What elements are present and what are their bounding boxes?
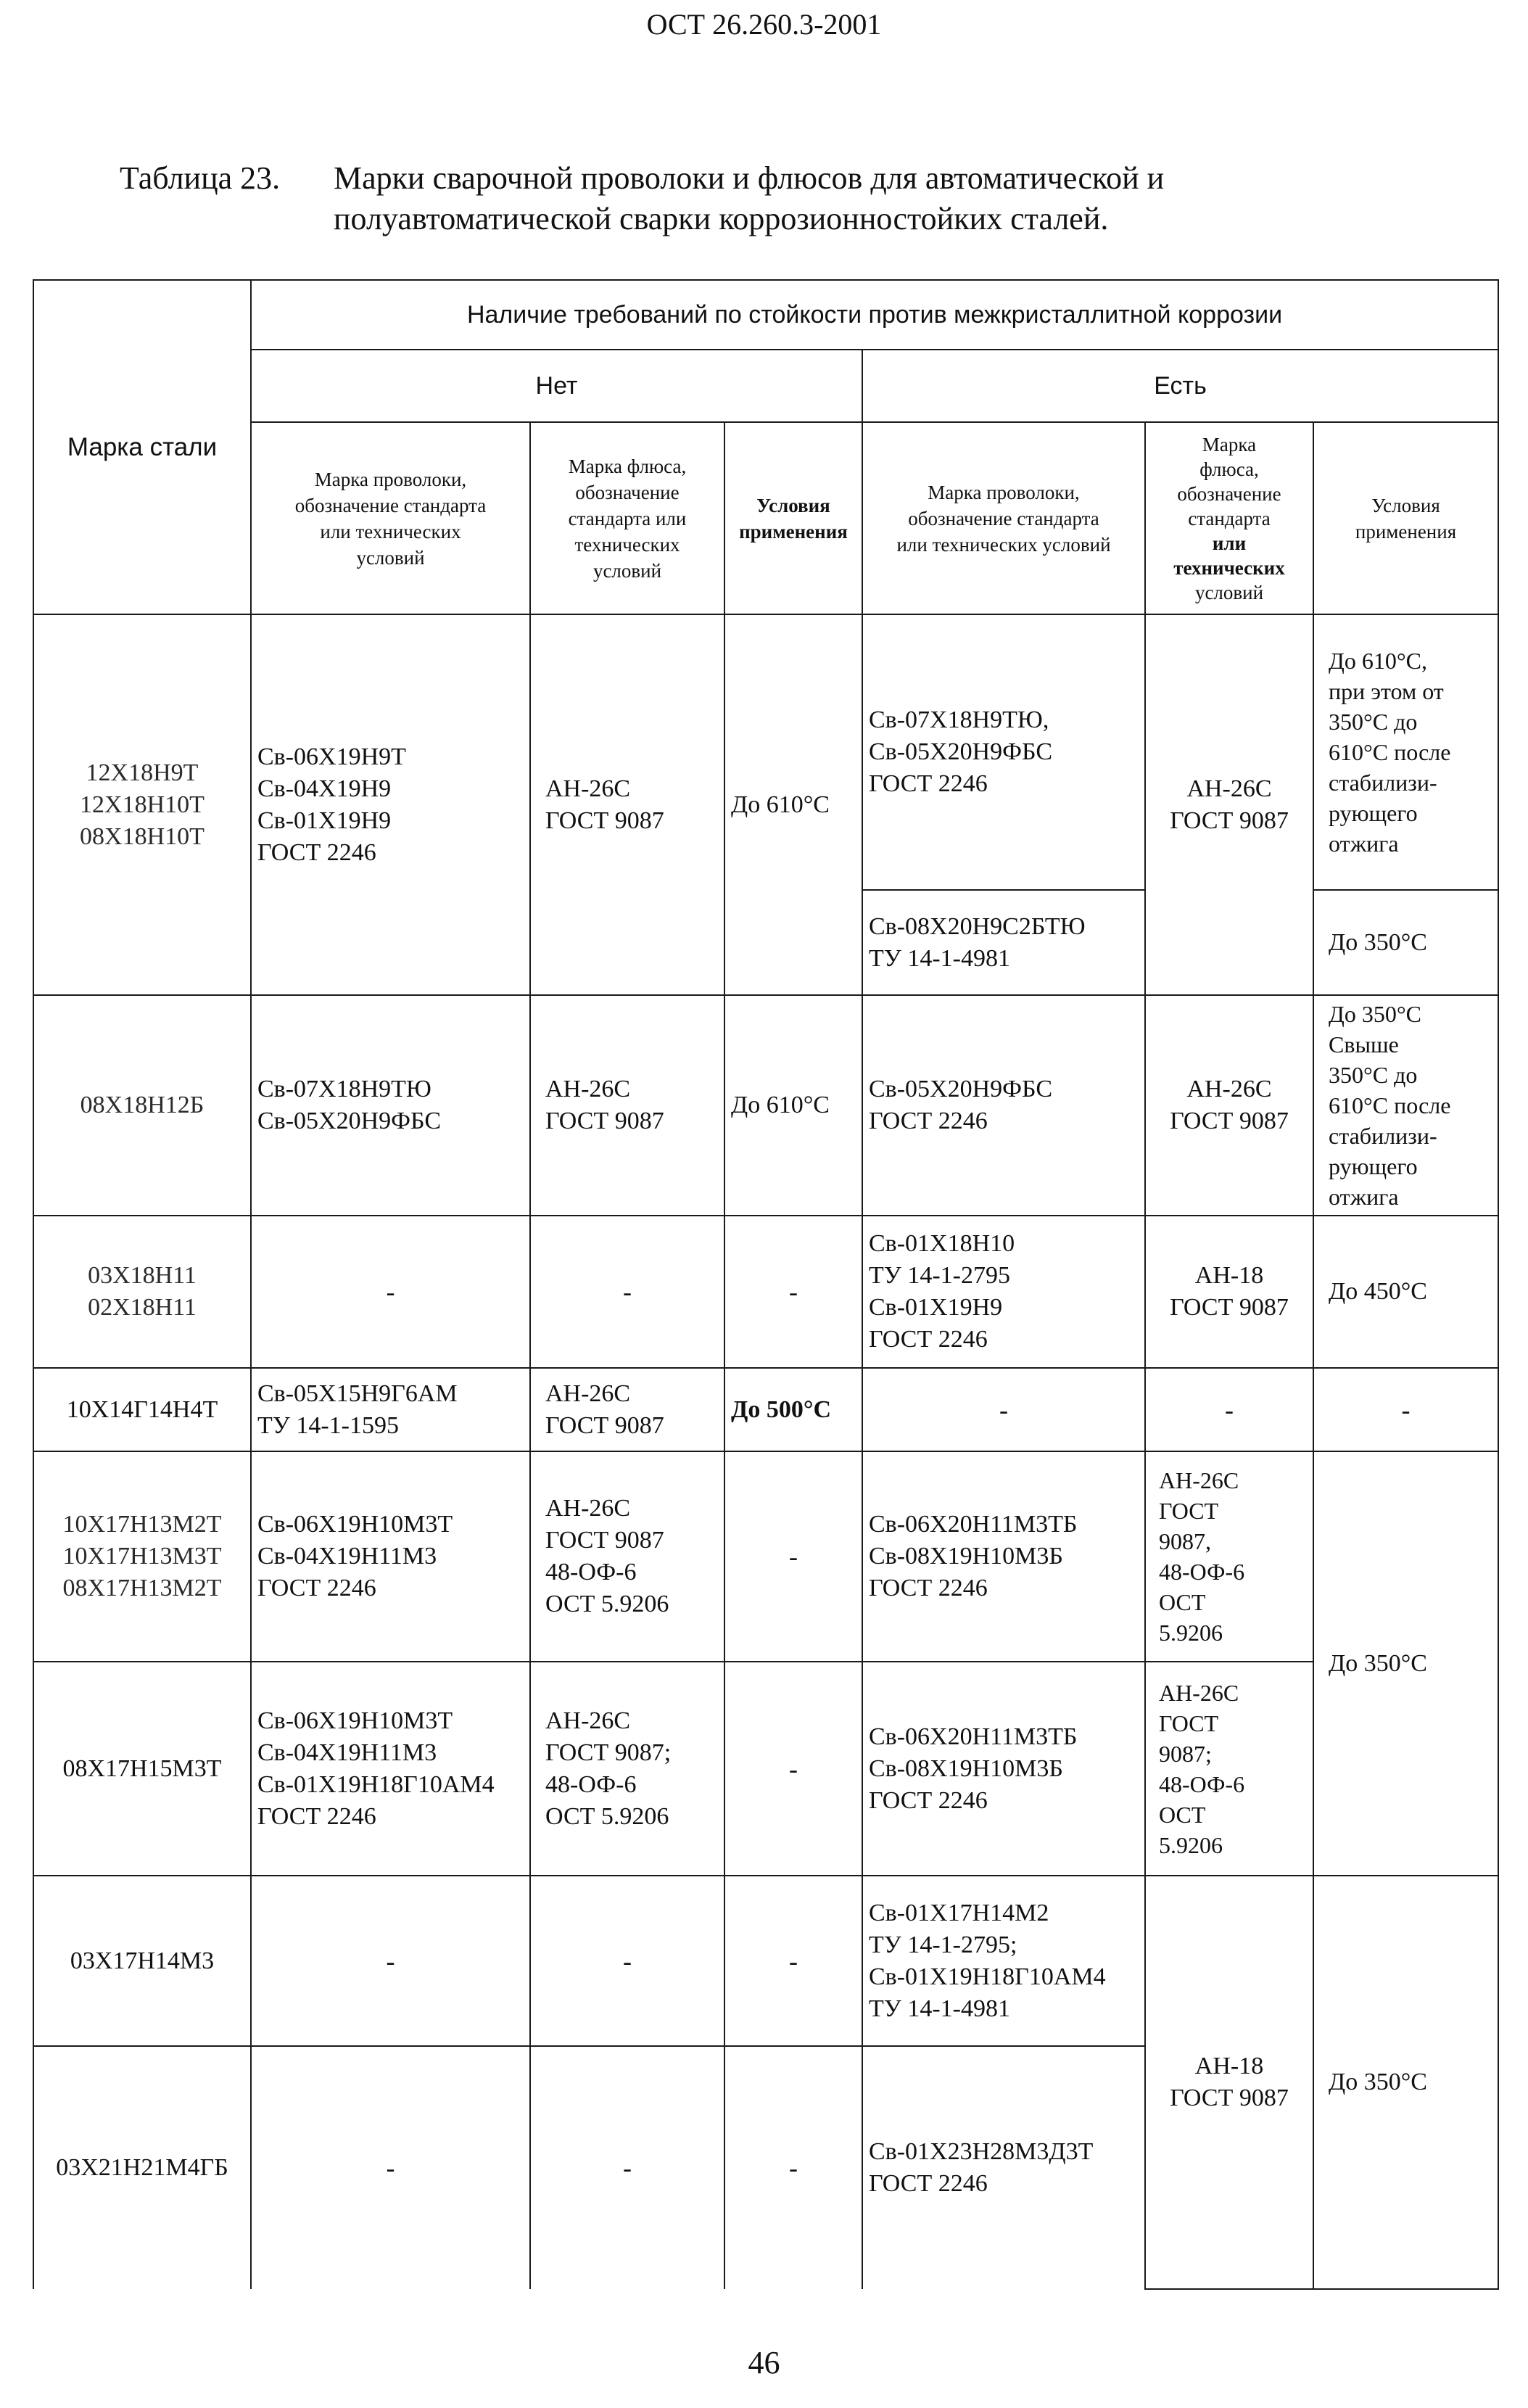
steel-grade-cell: 12Х18Н9Т 12Х18Н10Т 08Х18Н10Т	[33, 614, 251, 995]
wire-yes-cell: Св-01Х17Н14М2 ТУ 14-1-2795; Св-01Х19Н18Г10АМ4 ТУ 14-1-4981	[862, 1876, 1145, 2046]
flux-yes-cell: АН-26С ГОСТ 9087	[1145, 614, 1313, 995]
steel-grade-cell: 03Х21Н21М4ГБ	[33, 2046, 251, 2289]
empty-dash: -	[251, 2046, 530, 2289]
empty-dash: -	[1145, 1368, 1313, 1451]
cond-no-cell: До 500°С	[724, 1368, 862, 1451]
col-header-flux-yes: Марка флюса, обозначение стандарта или технических условий	[1145, 422, 1313, 614]
table-caption	[120, 158, 1164, 239]
wire-no-cell: Св-06Х19Н10М3Т Св-04Х19Н11М3 Св-01Х19Н18Г10АМ4 ГОСТ 2246	[251, 1662, 530, 1876]
cond-yes-cell: До 350°С Свыше 350°С до 610°С после стабилизи- рующего отжига	[1313, 995, 1498, 1216]
wire-yes-cell: Св-01Х23Н28М3Д3Т ГОСТ 2246	[862, 2046, 1145, 2289]
wire-no-cell: Св-07Х18Н9ТЮ Св-05Х20Н9ФБС	[251, 995, 530, 1216]
table-label: Таблица 23.	[120, 160, 281, 196]
wire-no-cell: Св-06Х19Н9Т Св-04Х19Н9 Св-01Х19Н9 ГОСТ 2246	[251, 614, 530, 995]
col-header-wire-yes: Марка проволоки, обозначение стандарта или технических условий	[862, 422, 1145, 614]
flux-no-cell: АН-26С ГОСТ 9087 48-ОФ-6 ОСТ 5.9206	[530, 1451, 724, 1662]
col-header-wire-no: Марка проволоки, обозначение стандарта или технических условий	[251, 422, 530, 614]
empty-dash: -	[530, 1876, 724, 2046]
empty-dash: -	[724, 1662, 862, 1876]
flux-yes-cell: АН-26С ГОСТ 9087	[1145, 995, 1313, 1216]
wire-yes-cell: Св-06Х20Н11М3ТБ Св-08Х19Н10М3Б ГОСТ 2246	[862, 1662, 1145, 1876]
cond-yes-cell: До 610°С, при этом от 350°С до 610°С после стабилизи- рующего отжига	[1313, 614, 1498, 890]
wire-no-cell: Св-06Х19Н10М3Т Св-04Х19Н11М3 ГОСТ 2246	[251, 1451, 530, 1662]
empty-dash: -	[724, 1216, 862, 1368]
empty-dash: -	[724, 1876, 862, 2046]
flux-yes-cell: АН-18 ГОСТ 9087	[1145, 1216, 1313, 1368]
page-number: 46	[748, 2345, 780, 2380]
cond-yes-cell: До 350°С	[1313, 1876, 1498, 2289]
empty-dash: -	[530, 2046, 724, 2289]
col-header-flux-no: Марка флюса, обозначение стандарта или технических условий	[530, 422, 724, 614]
flux-no-cell: АН-26С ГОСТ 9087	[530, 995, 724, 1216]
steel-grade-cell: 03Х17Н14М3	[33, 1876, 251, 2046]
wire-yes-cell: Св-08Х20Н9С2БТЮ ТУ 14-1-4981	[862, 890, 1145, 995]
steel-grade-cell: 03Х18Н11 02Х18Н11	[33, 1216, 251, 1368]
group-header-icc: Наличие требований по стойкости против межкристаллитной коррозии	[251, 280, 1498, 350]
wire-yes-cell: Св-05Х20Н9ФБС ГОСТ 2246	[862, 995, 1145, 1216]
flux-yes-cell: АН-18 ГОСТ 9087	[1145, 1876, 1313, 2289]
empty-dash: -	[530, 1216, 724, 1368]
steel-grade-cell: 08Х17Н15М3Т	[33, 1662, 251, 1876]
flux-no-cell: АН-26С ГОСТ 9087	[530, 1368, 724, 1451]
empty-dash: -	[724, 2046, 862, 2289]
caption-line-1: Марки сварочной проволоки и флюсов для автоматической и	[334, 160, 1165, 196]
steel-grade-cell: 10Х14Г14Н4Т	[33, 1368, 251, 1451]
steel-grade-cell: 10Х17Н13М2Т 10Х17Н13М3Т 08Х17Н13М2Т	[33, 1451, 251, 1662]
col-header-steel: Марка стали	[33, 280, 251, 614]
cond-no-cell: До 610°С	[724, 614, 862, 995]
subheader-yes: Есть	[862, 350, 1498, 422]
cond-yes-cell: До 350°С	[1313, 890, 1498, 995]
flux-yes-cell: АН-26С ГОСТ 9087, 48-ОФ-6 ОСТ 5.9206	[1145, 1451, 1313, 1662]
wire-yes-cell: Св-01Х18Н10 ТУ 14-1-2795 Св-01Х19Н9 ГОСТ 2246	[862, 1216, 1145, 1368]
wire-yes-cell: Св-07Х18Н9ТЮ, Св-05Х20Н9ФБС ГОСТ 2246	[862, 614, 1145, 890]
document-code-header: ОСТ 26.260.3-2001	[646, 8, 882, 41]
wire-yes-cell: Св-06Х20Н11М3ТБ Св-08Х19Н10М3Б ГОСТ 2246	[862, 1451, 1145, 1662]
empty-dash: -	[724, 1451, 862, 1662]
col-header-cond-no: Условия применения	[724, 422, 862, 614]
cond-yes-cell: До 450°С	[1313, 1216, 1498, 1368]
subheader-no: Нет	[251, 350, 862, 422]
caption-line-2: полуавтоматической сварки коррозионностойких сталей.	[334, 201, 1109, 236]
col-header-cond-yes: Условия применения	[1313, 422, 1498, 614]
empty-dash: -	[251, 1216, 530, 1368]
cond-no-cell: До 610°С	[724, 995, 862, 1216]
empty-dash: -	[1313, 1368, 1498, 1451]
steel-grade-cell: 08Х18Н12Б	[33, 995, 251, 1216]
cond-yes-cell: До 350°С	[1313, 1451, 1498, 1876]
flux-no-cell: АН-26С ГОСТ 9087	[530, 614, 724, 995]
flux-no-cell: АН-26С ГОСТ 9087; 48-ОФ-6 ОСТ 5.9206	[530, 1662, 724, 1876]
flux-yes-cell: АН-26С ГОСТ 9087; 48-ОФ-6 ОСТ 5.9206	[1145, 1662, 1313, 1876]
empty-dash: -	[251, 1876, 530, 2046]
welding-materials-table	[33, 279, 1499, 2290]
wire-no-cell: Св-05Х15Н9Г6АМ ТУ 14-1-1595	[251, 1368, 530, 1451]
empty-dash: -	[862, 1368, 1145, 1451]
